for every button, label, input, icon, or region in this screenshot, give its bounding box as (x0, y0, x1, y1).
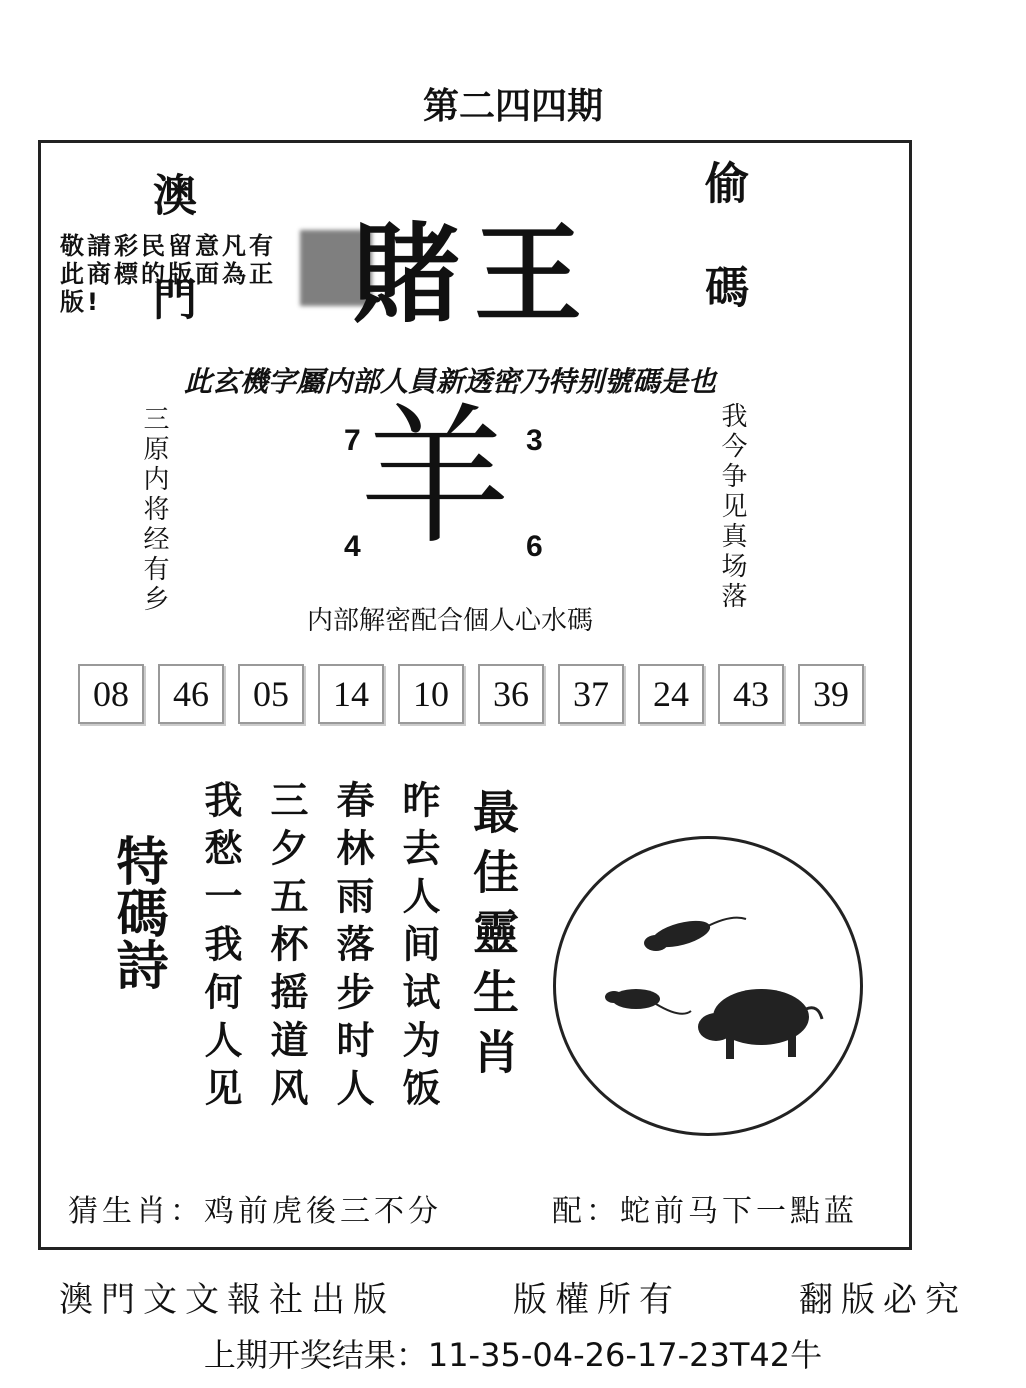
poem-column-3: 春林雨落步时人 (330, 780, 374, 1116)
side-poem-left: 三原内将经有乡 (139, 405, 169, 615)
number-box: 37 (558, 664, 624, 724)
number-box: 05 (238, 664, 304, 724)
poem-column-1: 我愁一我何人见 (198, 780, 242, 1116)
side-label-right: 偷碼 (697, 160, 748, 368)
number-row (78, 664, 864, 724)
last-draw-result: 上期开奖结果：11-35-04-26-17-23T42牛 (203, 1336, 823, 1374)
piracy-warning: 翻版必究 (799, 1280, 967, 1320)
animal-drawing (556, 839, 860, 1133)
digit-bottom-left: 4 (344, 530, 361, 563)
match-hint: 配：蛇前马下一點蓝 (552, 1194, 858, 1229)
copyright-notice: 版權所有 (513, 1280, 681, 1320)
side-poem-right: 我今争见真场落 (717, 402, 747, 612)
publisher-line (0, 1272, 1026, 1321)
caption: 内部解密配合個人心水碼 (306, 606, 593, 636)
number-box: 14 (318, 664, 384, 724)
number-box: 24 (638, 664, 704, 724)
publisher-name: 澳門文文報社出版 (59, 1280, 395, 1320)
best-zodiac-label: 最佳靈生肖 (466, 788, 520, 1088)
poem-column-4: 昨去人间试为饭 (396, 780, 440, 1116)
guess-zodiac: 猜生肖：鸡前虎後三不分 (68, 1194, 442, 1229)
digit-top-right: 3 (526, 424, 543, 457)
digit-bottom-right: 6 (526, 530, 543, 563)
authenticity-notice: 敬請彩民留意凡有此商標的版面為正版! (60, 232, 276, 316)
number-box: 46 (158, 664, 224, 724)
side-label-left: 澳門 (145, 172, 196, 380)
poem-label: 特碼詩 (107, 834, 168, 990)
poem-column-2: 三夕五杯摇道风 (264, 780, 308, 1116)
number-box: 36 (478, 664, 544, 724)
issue-number: 第二四四期 (422, 85, 603, 127)
number-box: 43 (718, 664, 784, 724)
digit-top-left: 7 (344, 424, 361, 457)
headline: 此玄機字屬内部人員新透密乃特别號碼是也 (183, 365, 716, 398)
number-box: 39 (798, 664, 864, 724)
number-box: 08 (78, 664, 144, 724)
number-box: 10 (398, 664, 464, 724)
page-title: 賭王 (352, 213, 597, 338)
zodiac-illustration (553, 836, 863, 1136)
zodiac-character: 羊 (360, 391, 511, 565)
